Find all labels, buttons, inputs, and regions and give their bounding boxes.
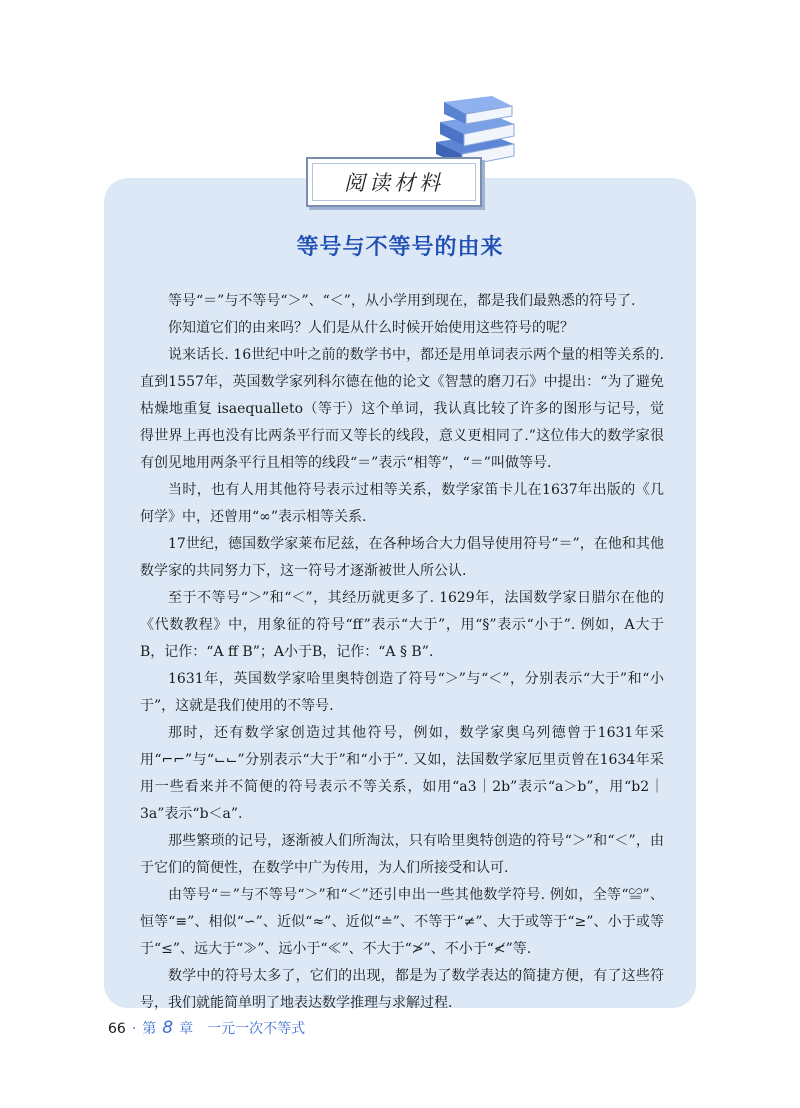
footer-separator: · bbox=[131, 1021, 137, 1037]
paragraph: 17世纪，德国数学家莱布尼兹，在各种场合大力倡导使用符号“＝”，在他和其他数学家的共同努力下，这一符号才逐渐被世人所公认. bbox=[140, 536, 664, 579]
paragraph: 你知道它们的由来吗？人们是从什么时候开始使用这些符号的呢？ bbox=[168, 320, 574, 336]
paragraph: 那时，还有数学家创造过其他符号，例如，数学家奥乌列德曾于1631年采用“⌐⌐”与“⌙⌙”分别表示“大于”和“小于”. 又如，法国数学家厄里贡曾在1634年采用一些看来并不简便的符号表示不等关系，如用“a3｜2b”表示“a＞b”，用“b2｜3a”表示“b＜a”. bbox=[140, 725, 664, 822]
paragraph: 至于不等号“＞”和“＜”，其经历就更多了. 1629年，法国数学家日腊尔在他的《代数教程》中，用象征的符号“ff”表示“大于”，用“§”表示“小于”. 例如，A大于B，记作：“A ff B”；A小于B，记作：“A § B”. bbox=[140, 590, 664, 660]
page-footer bbox=[108, 1018, 305, 1038]
article-body bbox=[140, 288, 664, 1017]
paragraph: 说来话长. 16世纪中叶之前的数学书中，都还是用单词表示两个量的相等关系的. 直到1557年，英国数学家列科尔德在他的论文《智慧的磨刀石》中提出：“为了避免枯燥地重复 isaequalleto（等于）这个单词，我认真比较了许多的图形与记号，觉得世界上再也没有比两条平行而又等长的线段，意义更相同了.”这位伟大的数学家很有创见地用两条平行且相等的线段“＝”表示“相等”，“＝”叫做等号. bbox=[140, 347, 664, 471]
chapter-suffix: 章 bbox=[179, 1021, 194, 1037]
reading-label-box bbox=[306, 157, 482, 207]
reading-label: 阅读材料 bbox=[312, 163, 476, 201]
paragraph: 当时，也有人用其他符号表示过相等关系，数学家笛卡儿在1637年出版的《几何学》中，还曾用“∞”表示相等关系. bbox=[140, 482, 664, 525]
paragraph: 那些繁琐的记号，逐渐被人们所淘汰，只有哈里奥特创造的符号“＞”和“＜”，由于它们的简便性，在数学中广为传用，为人们所接受和认可. bbox=[140, 833, 664, 876]
paragraph: 由等号“＝”与不等号“＞”和“＜”还引申出一些其他数学符号. 例如，全等“≌”、恒等“≡”、相似“∽”、近似“≈”、近似“≐”、不等于“≠”、大于或等于“≥”、小于或等于“≤”、远大于“≫”、远小于“≪”、不大于“≯”、不小于“≮”等. bbox=[140, 887, 664, 957]
paragraph: 数学中的符号太多了，它们的出现，都是为了数学表达的简捷方便，有了这些符号，我们就能简单明了地表达数学推理与求解过程. bbox=[140, 968, 664, 1011]
paragraph: 1631年，英国数学家哈里奥特创造了符号“＞”与“＜”，分别表示“大于”和“小于”，这就是我们使用的不等号. bbox=[140, 671, 664, 714]
chapter-number: 8 bbox=[162, 1018, 174, 1038]
page-number: 66 bbox=[108, 1021, 126, 1037]
paragraph: 等号“＝”与不等号“＞”、“＜”，从小学用到现在，都是我们最熟悉的符号了. bbox=[168, 293, 636, 309]
article-title: 等号与不等号的由来 bbox=[296, 235, 504, 260]
chapter-prefix: 第 bbox=[142, 1021, 157, 1037]
chapter-title: 一元一次不等式 bbox=[207, 1021, 306, 1037]
